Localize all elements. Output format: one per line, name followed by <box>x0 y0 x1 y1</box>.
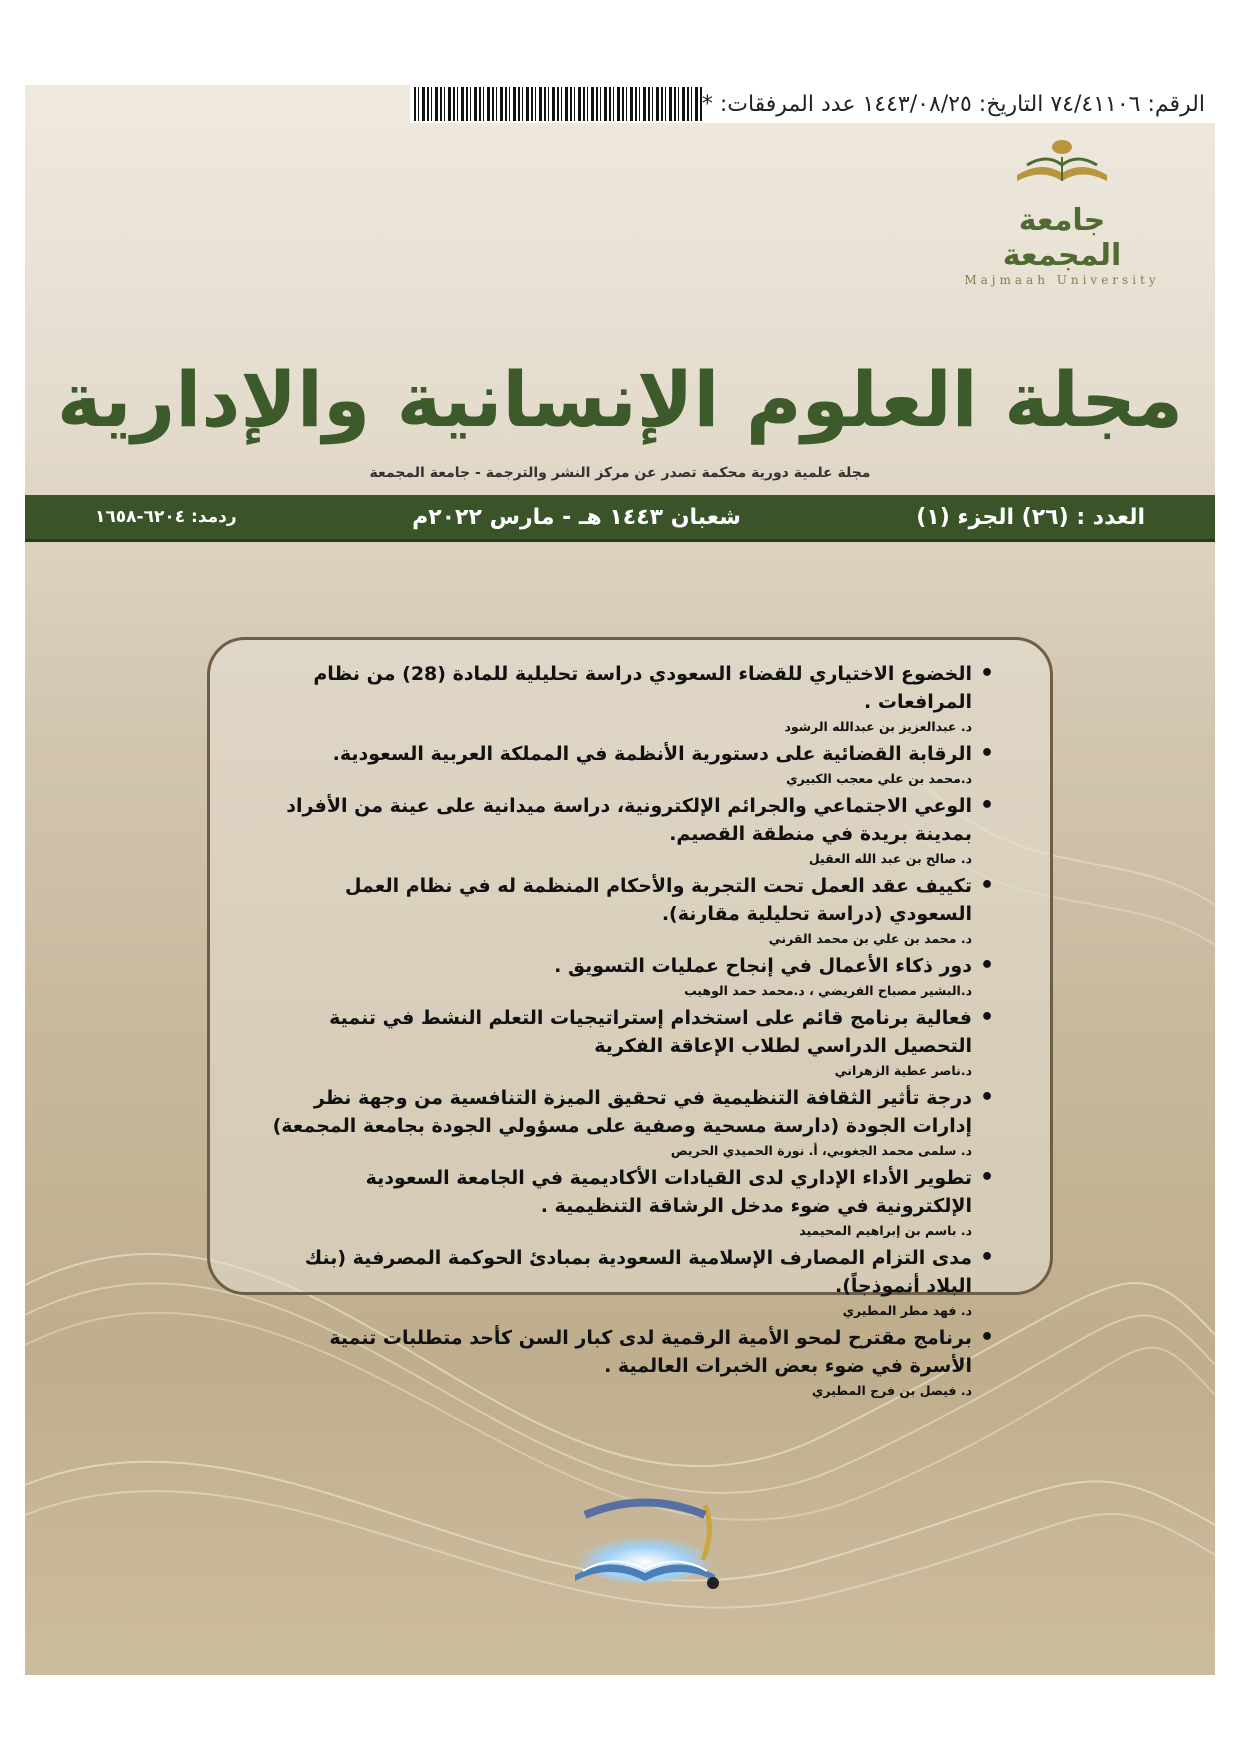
university-logo <box>962 135 1162 287</box>
list-item <box>266 952 994 1002</box>
list-item <box>266 1084 994 1162</box>
article-author: د. فهد مطر المطيري <box>842 1303 972 1318</box>
article-author: د.ناصر عطية الزهراني <box>834 1063 972 1078</box>
article-title: • مدى التزام المصارف الإسلامية السعودية بمبادئ الحوكمة المصرفية (بنك البلاد أنموذجاً). <box>266 1244 994 1300</box>
list-item <box>266 872 994 950</box>
issue-number: العدد : (٢٦) الجزء (١) <box>916 504 1145 530</box>
article-title: • فعالية برنامج قائم على استخدام إستراتيجيات التعلم النشط في تنمية التحصيل الدراسي لطلاب الإعاقة الفكرية <box>266 1004 994 1060</box>
book-logo-icon <box>1007 135 1117 195</box>
article-title: • درجة تأثير الثقافة التنظيمية في تحقيق الميزة التنافسية من وجهة نظر إدارات الجودة (دارسة مسحية وصفية على مسؤولي الجودة بجامعة المجمعة) <box>266 1084 994 1140</box>
list-item <box>266 660 994 738</box>
university-name-en: Majmaah University <box>964 273 1160 287</box>
article-title: • برنامج مقترح لمحو الأمية الرقمية لدى كبار السن كأحد متطلبات تنمية الأسرة في ضوء بعض الخبرات العالمية . <box>266 1324 994 1380</box>
list-item <box>266 1004 994 1082</box>
article-title: • الرقابة القضائية على دستورية الأنظمة في المملكة العربية السعودية. <box>266 740 994 768</box>
article-author: د.البشير مصباح الفريضي ، د.محمد حمد الوهيب <box>684 983 972 998</box>
journal-title: مجلة العلوم الإنسانية والإدارية <box>56 355 1184 444</box>
article-author: د. محمد بن علي بن محمد القرني <box>768 931 972 946</box>
article-title: • تكييف عقد العمل تحت التجربة والأحكام المنظمة له في نظام العمل السعودي (دراسة تحليلية مقارنة). <box>266 872 994 928</box>
article-author: د.محمد بن علي معجب الكبيري <box>786 771 972 786</box>
barcode <box>414 87 702 121</box>
article-title: • دور ذكاء الأعمال في إنجاح عمليات التسويق . <box>266 952 994 980</box>
article-title: • الوعي الاجتماعي والجرائم الإلكترونية، دراسة ميدانية على عينة من الأفراد بمدينة بريدة في منطقة القصيم. <box>266 792 994 848</box>
table-of-contents <box>207 637 1053 1398</box>
archive-stamp <box>410 85 1215 123</box>
article-author: د. سلمى محمد الجغوبي، أ. نورة الحميدي الحريص <box>670 1143 972 1158</box>
stamp-text: الرقم: ٧٤/٤١١٠٦ التاريخ: ١٤٤٣/٠٨/٢٥ عدد المرفقات: * <box>701 91 1205 117</box>
article-author: د. فيصل بن فرج المطيري <box>811 1383 972 1398</box>
article-author: د. عبدالعزيز بن عبدالله الرشود <box>784 719 972 734</box>
list-item <box>266 740 994 790</box>
issue-band <box>25 495 1215 542</box>
list-item <box>266 1324 994 1402</box>
university-name-ar: جامعة المجمعة <box>1002 203 1122 273</box>
article-author: د. صالح بن عبد الله العقيل <box>808 851 972 866</box>
list-item <box>266 792 994 870</box>
publisher-logo <box>555 1485 745 1605</box>
issn: ردمد: ٦٢٠٤-١٦٥٨ <box>95 507 237 527</box>
list-item <box>266 1164 994 1242</box>
article-title: • تطوير الأداء الإداري لدى القيادات الأكاديمية في الجامعة السعودية الإلكترونية في ضوء مدخل الرشاقة التنظيمية . <box>266 1164 994 1220</box>
journal-subtitle: مجلة علمية دورية محكمة تصدر عن مركز النشر والترجمة - جامعة المجمعة <box>369 465 871 481</box>
list-item <box>266 1244 994 1322</box>
article-author: د. باسم بن إبراهيم المحيميد <box>799 1223 972 1238</box>
issue-date: شعبان ١٤٤٣ هـ - مارس ٢٠٢٢م <box>412 504 741 530</box>
open-book-quill-icon <box>555 1485 745 1605</box>
article-title: • الخضوع الاختياري للقضاء السعودي دراسة تحليلية للمادة (28) من نظام المرافعات . <box>266 660 994 716</box>
